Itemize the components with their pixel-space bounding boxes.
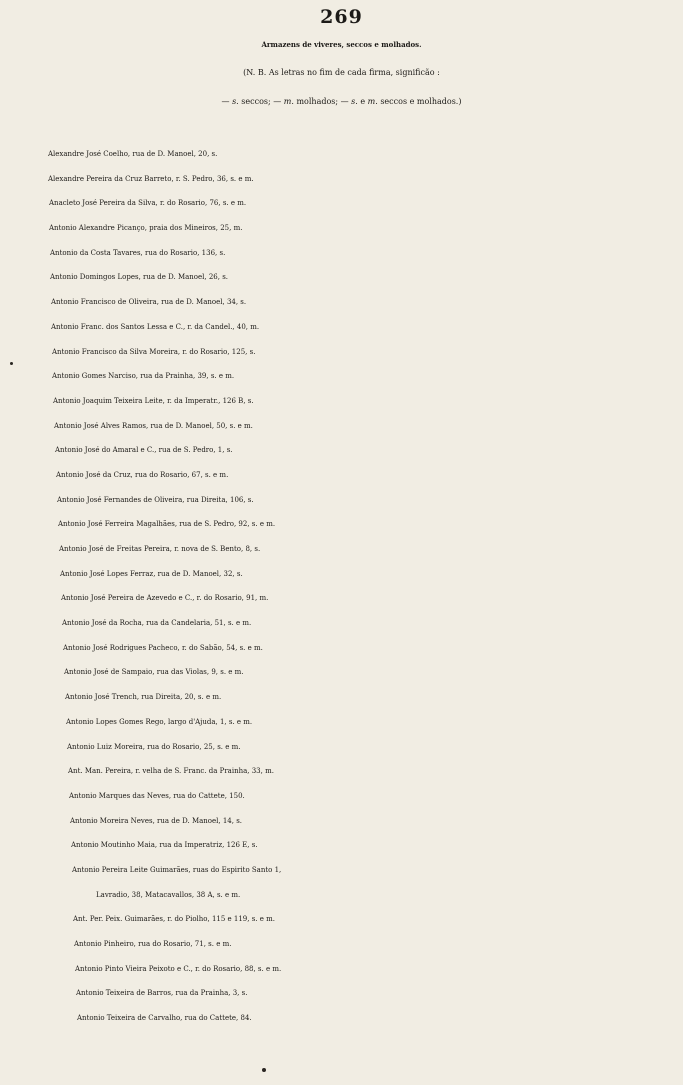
- list-item: Antonio Moreira Neves, rua de D. Manoel, 14, s.: [70, 816, 243, 825]
- note-abbrev-m: m.: [283, 97, 294, 106]
- note-part: seccos e molhados.): [377, 97, 462, 106]
- list-item: Antonio José do Amaral e C., rua de S. Pedro, 1, s.: [55, 446, 233, 455]
- list-item: Antonio Francisco de Oliveira, rua de D. Manoel, 34, s.: [51, 298, 247, 307]
- list-item: Antonio Pereira Leite Guimarães, ruas do Espirito Santo 1,: [72, 865, 282, 874]
- list-item: Antonio Alexandre Picanço, praia dos Mineiros, 25, m.: [49, 224, 243, 233]
- list-item: Alexandre Pereira da Cruz Barreto, r. S. Pedro, 36, s. e m.: [48, 174, 254, 183]
- list-item: Antonio José de Sampaio, rua das Violas, 9, s. e m.: [64, 668, 244, 677]
- list-item: Antonio José Rodrigues Pacheco, r. do Sabão, 54, s. e m.: [63, 643, 263, 652]
- list-item: Antonio José de Freitas Pereira, r. nova de S. Bento, 8, s.: [59, 545, 261, 553]
- list-item: Ant. Per. Peix. Guimarães, r. do Piolho, 115 e 119, s. e m.: [73, 915, 275, 924]
- list-item: Alexandre José Coelho, rua de D. Manoel, 20, s.: [48, 150, 218, 158]
- list-item: Antonio José Alves Ramos, rua de D. Manoel, 50, s. e m.: [54, 421, 253, 430]
- list-item: Antonio da Costa Tavares, rua do Rosario, 136, s.: [50, 248, 226, 257]
- list-item: Antonio Marques das Neves, rua do Cattete, 150.: [69, 791, 245, 800]
- list-item: Antonio José Trench, rua Direita, 20, s. e m.: [65, 693, 222, 702]
- list-item: Antonio José Lopes Ferraz, rua de D. Manoel, 32, s.: [60, 569, 243, 578]
- list-item: Antonio José Ferreira Magalhães, rua de S. Pedro, 92, s. e m.: [58, 520, 276, 529]
- list-item: Antonio Lopes Gomes Rego, largo d'Ajuda, 1, s. e m.: [66, 717, 253, 726]
- note-abbrev-m: m.: [367, 97, 378, 106]
- list-item-continuation: Lavradio, 38, Matacavallos, 38 A, s. e m.: [96, 890, 241, 899]
- list-item: Antonio José Fernandes de Oliveira, rua Direita, 106, s.: [57, 495, 254, 504]
- list-item: Antonio Pinto Vieira Peixoto e C., r. do Rosario, 88, s. e m.: [75, 964, 282, 973]
- list-item: Antonio Pinheiro, rua do Rosario, 71, s. e m.: [74, 940, 232, 948]
- note-part: —: [221, 97, 233, 106]
- ink-speck: [262, 1068, 266, 1072]
- section-heading: Armazens de viveres, seccos e molhados.: [261, 40, 422, 49]
- list-item: Antonio Domingos Lopes, rua de D. Manoel, 26, s.: [50, 273, 229, 282]
- note-line-2: [0, 97, 683, 106]
- list-item: Antonio Gomes Narciso, rua da Prainha, 39, s. e m.: [52, 372, 235, 381]
- note-part: seccos; —: [238, 97, 284, 106]
- note-abbrev-s: s.: [232, 97, 239, 106]
- note-part: molhados; —: [293, 97, 352, 106]
- list-item: Anacleto José Pereira da Silva, r. do Rosario, 76, s. e m.: [49, 199, 247, 208]
- ink-speck: [10, 362, 13, 365]
- list-item: Antonio Teixeira de Barros, rua da Prainha, 3, s.: [76, 989, 248, 998]
- note-part: e: [357, 97, 368, 106]
- list-item: Antonio Teixeira de Carvalho, rua do Cattete, 84.: [77, 1014, 252, 1023]
- list-item: Antonio Francisco da Silva Moreira, r. do Rosario, 125, s.: [52, 347, 256, 356]
- list-item: Antonio Joaquim Teixeira Leite, r. da Imperatr., 126 B, s.: [53, 396, 254, 405]
- list-item: Antonio José da Rocha, rua da Candelaria, 51, s. e m.: [62, 619, 252, 628]
- list-item: Ant. Man. Pereira, r. velha de S. Franc. da Prainha, 33, m.: [68, 767, 274, 776]
- page-number: 269: [320, 6, 363, 28]
- list-item: Antonio Luiz Moreira, rua do Rosario, 25, s. e m.: [67, 742, 241, 751]
- list-item: Antonio José Pereira de Azevedo e C., r. do Rosario, 91, m.: [61, 594, 269, 603]
- list-item: Antonio Moutinho Maia, rua da Imperatriz, 126 E, s.: [71, 841, 258, 850]
- list-item: Antonio Franc. dos Santos Lessa e C., r. da Candel., 40, m.: [51, 322, 260, 331]
- merchant-list: [0, 142, 683, 1031]
- note-line-1: (N. B. As letras no fim de cada firma, significão :: [243, 68, 440, 77]
- list-item: Antonio José da Cruz, rua do Rosario, 67, s. e m.: [56, 470, 229, 479]
- note-abbrev-s: s.: [351, 97, 358, 106]
